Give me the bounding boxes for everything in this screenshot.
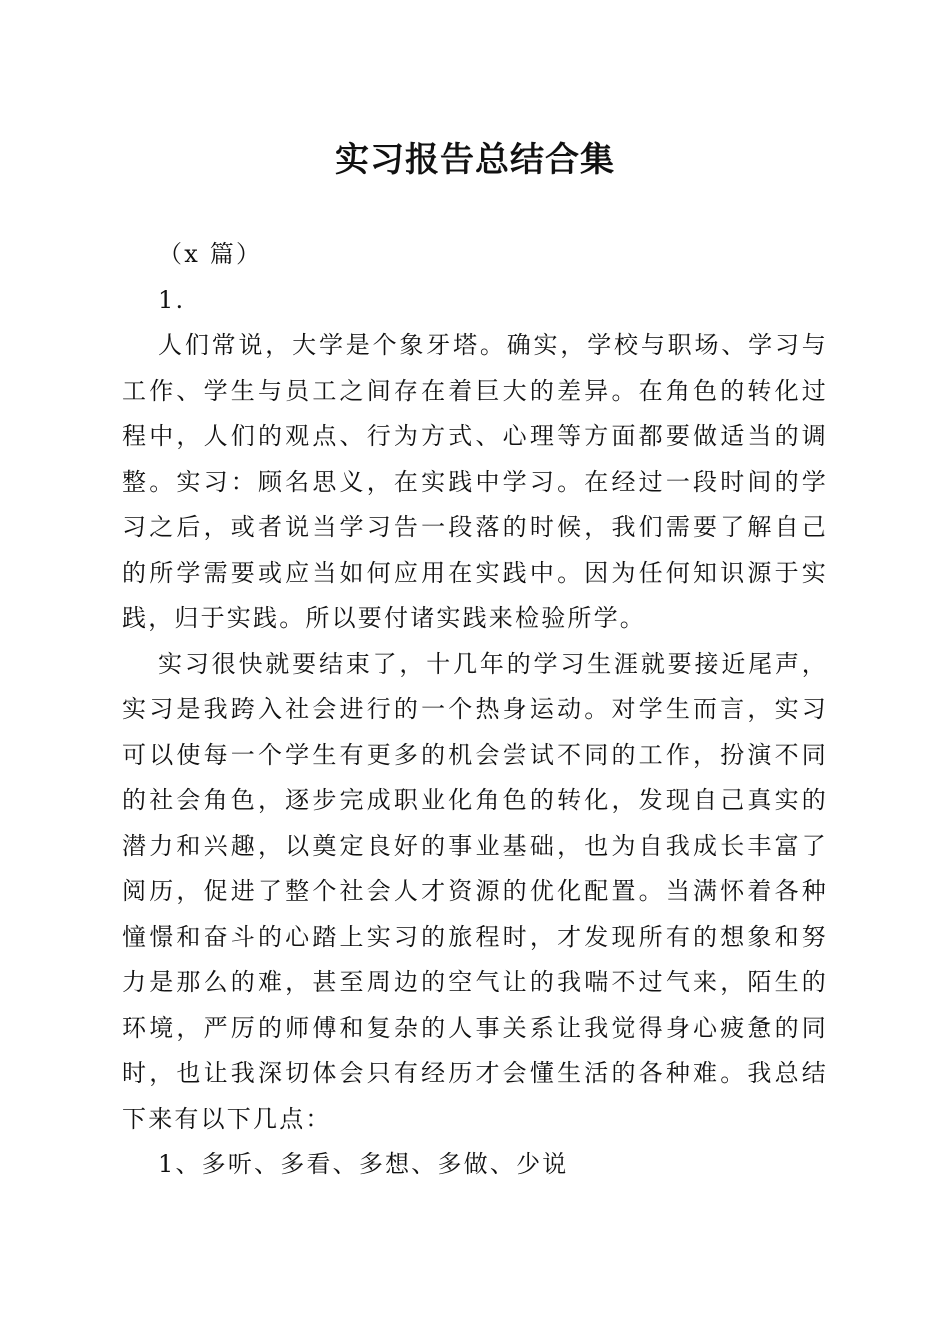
- paragraph-intro: 人们常说，大学是个象牙塔。确实，学校与职场、学习与工作、学生与员工之间存在着巨大的差异。在角色的转化过程中，人们的观点、行为方式、心理等方面都要做适当的调整。实习：顾名思义，在实践中学习。在经过一段时间的学习之后，或者说当学习告一段落的时候，我们需要了解自己的所学需要或应当如何应用在实践中。因为任何知识源于实践，归于实践。所以要付诸实践来检验所学。: [122, 331, 828, 632]
- document-body: [122, 232, 828, 1188]
- document-title: 实习报告总结合集: [335, 140, 615, 180]
- section-count-label: （x 篇）: [158, 240, 263, 268]
- list-item-point-1: 1、多听、多看、多想、多做、少说: [158, 1150, 569, 1178]
- section-number: 1.: [158, 285, 186, 314]
- paragraph-internship-summary: 实习很快就要结束了，十几年的学习生涯就要接近尾声，实习是我跨入社会进行的一个热身运动。对学生而言，实习可以使每一个学生有更多的机会尝试不同的工作，扮演不同的社会角色，逐步完成职业化角色的转化，发现自己真实的潜力和兴趣，以奠定良好的事业基础，也为自我成长丰富了阅历，促进了整个社会人才资源的优化配置。当满怀着各种憧憬和奋斗的心踏上实习的旅程时，才发现所有的想象和努力是那么的难，甚至周边的空气让的我喘不过气来，陌生的环境，严厉的师傅和复杂的人事关系让我觉得身心疲惫的同时，也让我深切体会只有经历才会懂生活的各种难。我总结下来有以下几点：: [122, 649, 828, 1133]
